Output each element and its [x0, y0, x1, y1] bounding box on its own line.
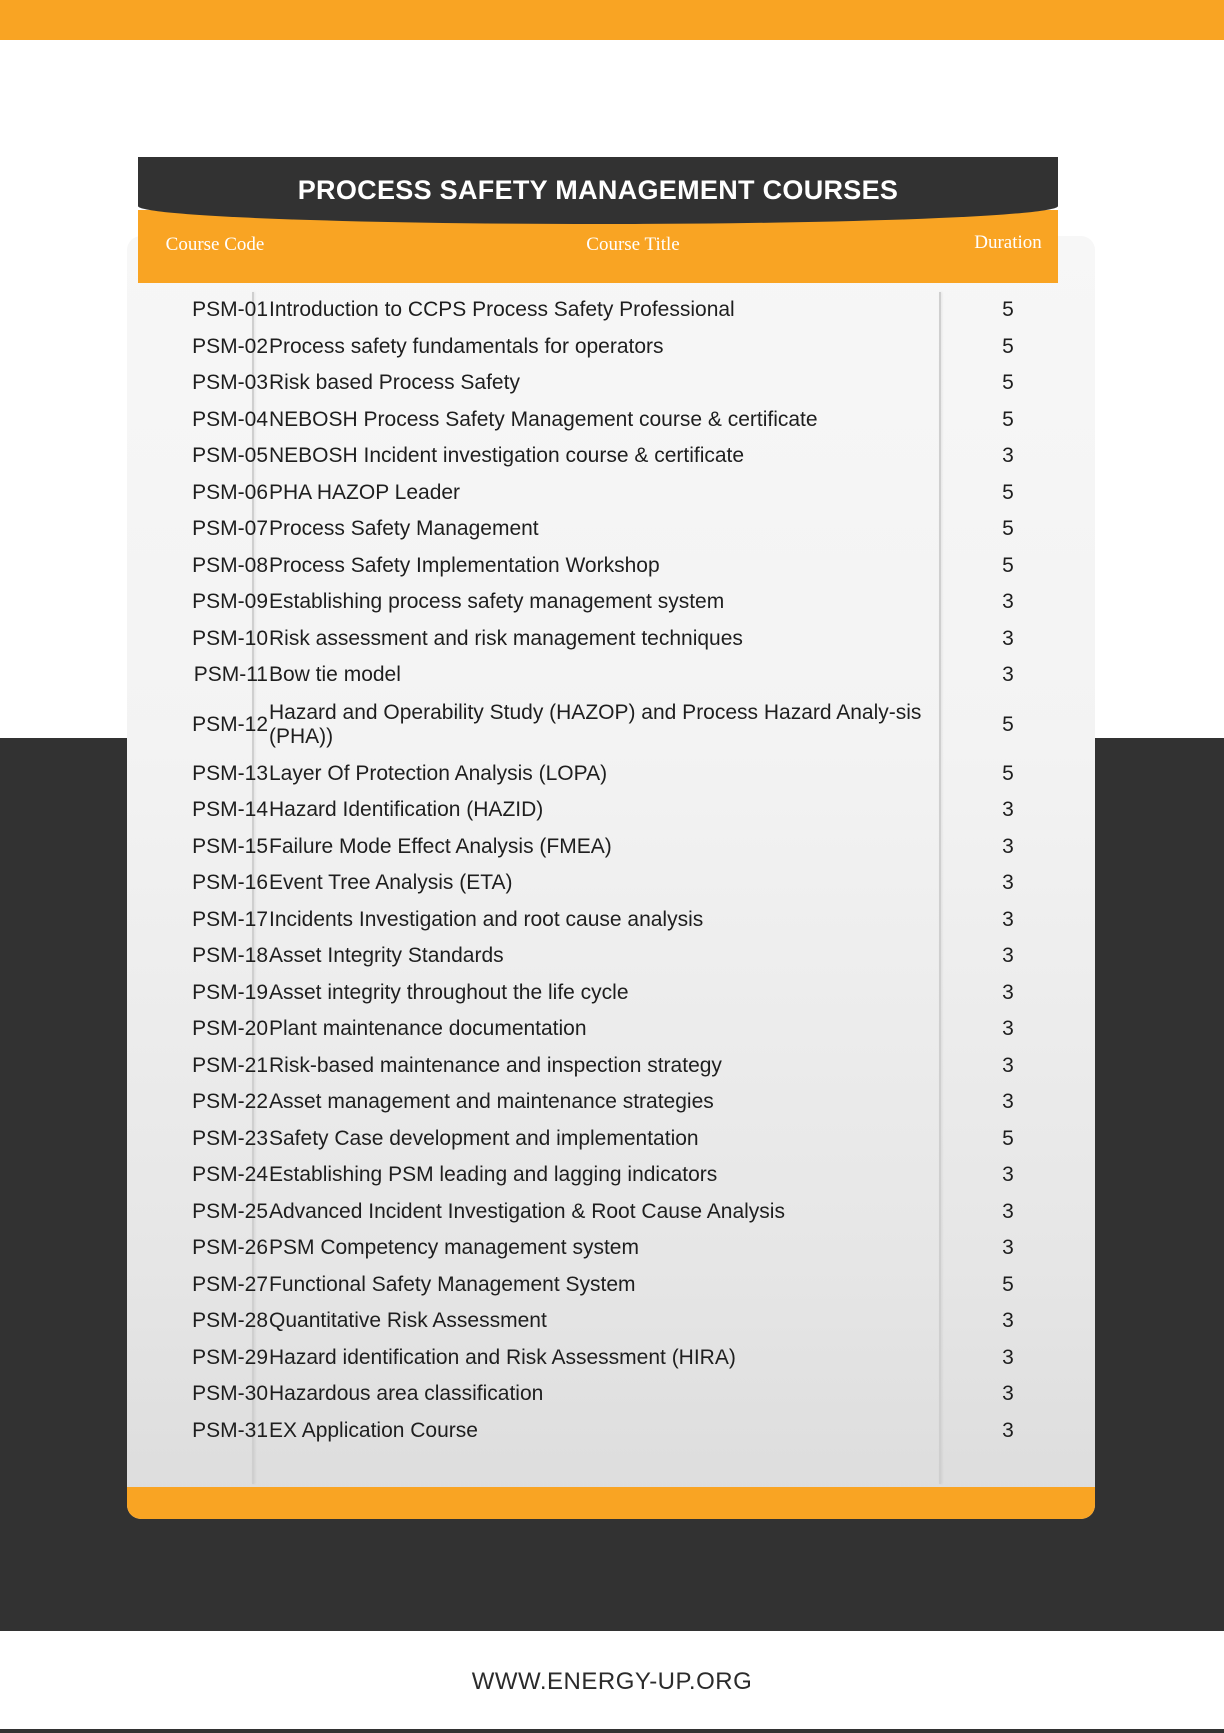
course-duration: 3 [1002, 798, 1014, 822]
table-row [138, 548, 1058, 585]
course-title: Process Safety Implementation Workshop [269, 553, 660, 577]
course-duration: 3 [1002, 944, 1014, 968]
course-duration: 3 [1002, 1236, 1014, 1260]
course-code: PSM-25 [192, 1199, 268, 1223]
course-title: PHA HAZOP Leader [269, 480, 461, 504]
course-duration: 3 [1002, 626, 1014, 650]
course-code: PSM-05 [192, 444, 268, 468]
course-title: Hazard Identification (HAZID) [269, 798, 544, 822]
course-duration: 3 [1002, 590, 1014, 614]
course-title: Advanced Incident Investigation & Root Cause Analysis [269, 1199, 785, 1223]
course-duration: 5 [1002, 480, 1014, 504]
table-row [138, 1084, 1058, 1121]
course-duration: 3 [1002, 1163, 1014, 1187]
course-duration: 5 [1002, 371, 1014, 395]
course-duration: 3 [1002, 1309, 1014, 1333]
course-title: Asset Integrity Standards [269, 944, 504, 968]
course-duration: 5 [1002, 1126, 1014, 1150]
course-title: Functional Safety Management System [269, 1272, 636, 1296]
course-duration: 3 [1002, 1382, 1014, 1406]
course-title: PSM Competency management system [269, 1236, 639, 1260]
course-title: Event Tree Analysis (ETA) [269, 871, 513, 895]
course-duration: 5 [1002, 407, 1014, 431]
course-duration: 5 [1002, 334, 1014, 358]
table-row [138, 511, 1058, 548]
table-row [138, 1157, 1058, 1194]
course-code: PSM-13 [192, 761, 268, 785]
page-title: PROCESS SAFETY MANAGEMENT COURSES [138, 157, 1058, 224]
course-table-body [138, 292, 1058, 1449]
table-row [138, 829, 1058, 866]
course-code: PSM-20 [192, 1017, 268, 1041]
table-row [138, 1340, 1058, 1377]
table-row [138, 1121, 1058, 1158]
course-duration: 3 [1002, 871, 1014, 895]
bottom-divider [0, 1729, 1224, 1733]
course-code: PSM-09 [192, 590, 268, 614]
course-duration: 5 [1002, 712, 1014, 736]
table-row [138, 694, 1058, 756]
course-title: Safety Case development and implementation [269, 1126, 699, 1150]
table-row [138, 402, 1058, 439]
course-code: PSM-24 [192, 1163, 268, 1187]
course-title: Plant maintenance documentation [269, 1017, 587, 1041]
course-title: Hazardous area classification [269, 1382, 544, 1406]
course-duration: 5 [1002, 761, 1014, 785]
course-code: PSM-02 [192, 334, 268, 358]
course-duration: 5 [1002, 1272, 1014, 1296]
course-title: Quantitative Risk Assessment [269, 1309, 547, 1333]
course-code: PSM-27 [192, 1272, 268, 1296]
table-row [138, 292, 1058, 329]
table-row [138, 902, 1058, 939]
website-url: WWW.ENERGY-UP.ORG [471, 1668, 753, 1695]
column-header-course-title: Course Title [586, 234, 680, 255]
course-code: PSM-29 [192, 1345, 268, 1369]
course-duration: 3 [1002, 1053, 1014, 1077]
course-duration: 5 [1002, 298, 1014, 322]
table-row [138, 792, 1058, 829]
course-code: PSM-14 [192, 798, 268, 822]
course-title: Layer Of Protection Analysis (LOPA) [269, 761, 608, 785]
table-row [138, 1048, 1058, 1085]
course-code: PSM-17 [192, 907, 268, 931]
course-code: PSM-22 [192, 1090, 268, 1114]
course-code: PSM-12 [192, 712, 268, 736]
course-code: PSM-04 [192, 407, 268, 431]
course-title: Incidents Investigation and root cause analysis [269, 907, 704, 931]
course-title: Risk assessment and risk management techniques [269, 626, 743, 650]
course-title: Hazard and Operability Study (HAZOP) and Process Hazard Analy-sis (PHA)) [269, 700, 922, 748]
table-row [138, 438, 1058, 475]
course-code: PSM-19 [192, 980, 268, 1004]
card-footer-bar [127, 1487, 1095, 1519]
course-title: Failure Mode Effect Analysis (FMEA) [269, 834, 612, 858]
table-row [138, 1194, 1058, 1231]
table-row [138, 938, 1058, 975]
course-title: Process Safety Management [269, 517, 539, 541]
course-code: PSM-26 [192, 1236, 268, 1260]
course-title: Risk based Process Safety [269, 371, 520, 395]
table-row [138, 584, 1058, 621]
course-duration: 3 [1002, 1418, 1014, 1442]
course-title: EX Application Course [269, 1418, 478, 1442]
table-row [138, 1303, 1058, 1340]
top-accent-bar [0, 0, 1224, 40]
table-row [138, 329, 1058, 366]
course-code: PSM-01 [192, 298, 268, 322]
course-duration: 3 [1002, 834, 1014, 858]
course-code: PSM-28 [192, 1309, 268, 1333]
course-code: PSM-15 [192, 834, 268, 858]
course-code: PSM-11 [193, 663, 268, 687]
course-duration: 3 [1002, 663, 1014, 687]
course-duration: 5 [1002, 517, 1014, 541]
course-duration: 5 [1002, 553, 1014, 577]
course-title: NEBOSH Process Safety Management course & certificate [269, 407, 818, 431]
table-row [138, 865, 1058, 902]
table-row [138, 475, 1058, 512]
course-code: PSM-03 [192, 371, 268, 395]
course-code: PSM-23 [192, 1126, 268, 1150]
table-row [138, 657, 1058, 694]
course-code: PSM-30 [192, 1382, 268, 1406]
course-title: NEBOSH Incident investigation course & certificate [269, 444, 745, 468]
column-header-course-code: Course Code [165, 234, 265, 255]
course-duration: 3 [1002, 1090, 1014, 1114]
course-duration: 3 [1002, 1017, 1014, 1041]
course-title: Introduction to CCPS Process Safety Professional [269, 298, 735, 322]
course-duration: 3 [1002, 980, 1014, 1004]
course-code: PSM-07 [192, 517, 268, 541]
course-duration: 3 [1002, 907, 1014, 931]
course-code: PSM-16 [192, 871, 268, 895]
course-title: Establishing PSM leading and lagging indicators [269, 1163, 718, 1187]
table-row [138, 1267, 1058, 1304]
column-header-duration: Duration [974, 232, 1042, 253]
course-title: Bow tie model [269, 663, 401, 687]
table-row [138, 975, 1058, 1012]
course-code: PSM-18 [192, 944, 268, 968]
table-row [138, 621, 1058, 658]
course-code: PSM-10 [192, 626, 268, 650]
table-row [138, 1376, 1058, 1413]
course-code: PSM-21 [192, 1053, 268, 1077]
course-duration: 3 [1002, 444, 1014, 468]
course-duration: 3 [1002, 1345, 1014, 1369]
course-title: Establishing process safety management system [269, 590, 725, 614]
course-title: Asset management and maintenance strategies [269, 1090, 714, 1114]
table-row [138, 1230, 1058, 1267]
course-title: Hazard identification and Risk Assessment (HIRA) [269, 1345, 736, 1369]
course-title: Risk-based maintenance and inspection strategy [269, 1053, 722, 1077]
course-code: PSM-06 [192, 480, 268, 504]
course-code: PSM-08 [192, 553, 268, 577]
table-row [138, 365, 1058, 402]
course-title: Process safety fundamentals for operators [269, 334, 664, 358]
table-row [138, 1413, 1058, 1450]
course-code: PSM-31 [192, 1418, 268, 1442]
course-title: Asset integrity throughout the life cycle [269, 980, 629, 1004]
course-duration: 3 [1002, 1199, 1014, 1223]
table-row [138, 756, 1058, 793]
table-row [138, 1011, 1058, 1048]
